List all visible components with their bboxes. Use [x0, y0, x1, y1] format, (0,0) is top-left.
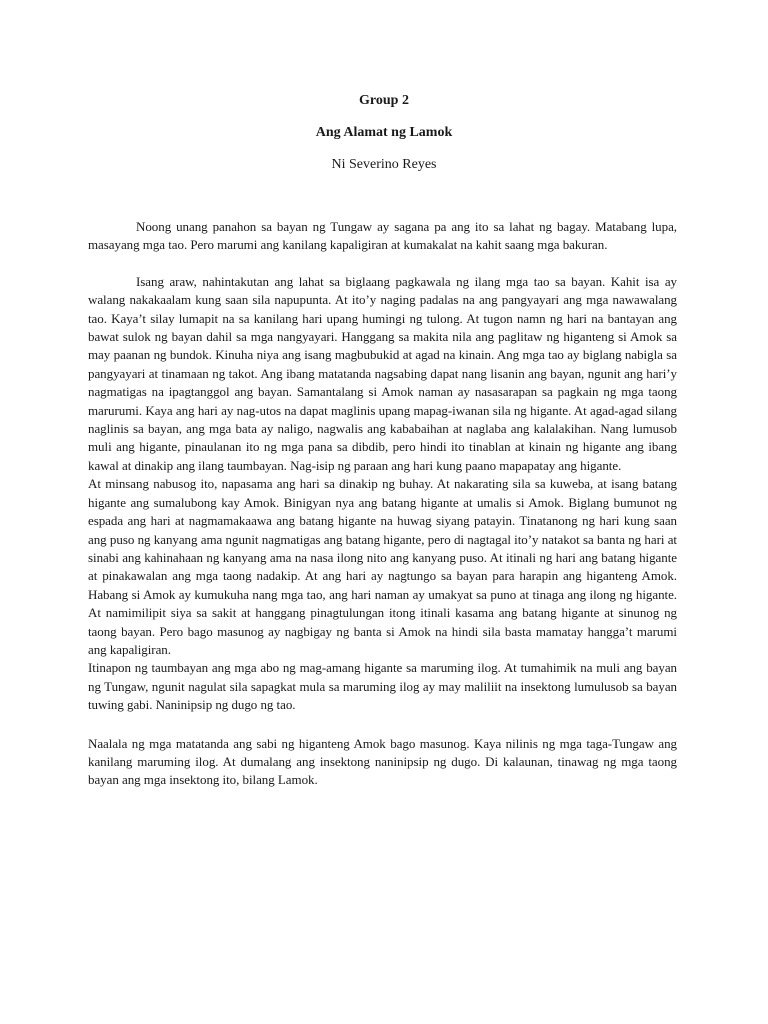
paragraph-5: Naalala ng mga matatanda ang sabi ng higanteng Amok bago masunog. Kaya nilinis ng mga taga-Tungaw ang kanilang maruming ilog. At dumalang ang insektong naninipsip ng dugo. Di kalaunan, tinawag ng mga taong bayan ang mga insektong ito, bilang Lamok. — [88, 735, 677, 788]
story-title: Ang Alamat ng Lamok — [315, 125, 453, 140]
story-body — [88, 218, 677, 790]
paragraph-3: At minsang nabusog ito, napasama ang hari sa dinakip ng buhay. At nakarating sila sa kuweba, at isang batang higante ang sumalubong kay Amok. Binigyan nya ang batang higante at umalis si Amok. Biglang bumunot ng espada ang hari at nagmamakaawa ang batang higante na huwag siyang patayin. Tinatanong ng hari kung saan ang puso ng kanyang ama ngunit nagmatigas ang batang higante, pero di nagtagal ito’y natakot sa banta ng hari at sinabi ang kahinahaan ng kanyang ama na nasa ilong nito ang kanyang puso. At itinali ng hari ang batang higante at pinakawalan ang mga taong nadakip. At ang hari ay nagtungo sa bayan para harapin ang higanteng Amok. Habang si Amok ay kumukuha nang mga tao, ang hari naman ay umakyat sa puno at tinaga ang ilong ng higante. At namimilipit siya sa sakit at hanggang pinagtulungan itong itinali kasama ang batang higante at sinunog ng taong bayan. Pero bago masunog ay nagbigay ng banta si Amok na hindi sila basta mamatay hangga’t marumi ang kapaligiran. — [88, 476, 677, 657]
group-label: Group 2 — [359, 93, 409, 108]
story-author: Ni Severino Reyes — [331, 157, 437, 172]
paragraph-2: Isang araw, nahintakutan ang lahat sa biglaang pagkawala ng ilang mga tao sa bayan. Kahit isa ay walang nakakaalam kung saan sila napupunta. At ito’y naging padalas na ang pangyayari ang mga nawawalang tao. Kaya’t silay lumapit na sa kanilang hari upang humingi ng tulong. At tugon namn ng hari na bantayan ang bawat sulok ng bayan dahil sa mga nangyayari. Hanggang sa makita nila ang paglitaw ng higanteng si Amok sa may paanan ng bundok. Kinuha niya ang isang magbubukid at agad na kinain. Ang mga tao ay biglang nabigla sa pangyayari at tinamaan ng takot. Ang ibang matatanda nagsabing dapat nang lisanin ang bayan, ngunit ang hari’y nagmatigas na ipagtanggol ang bayan. Samantalang si Amok naman ay nasasarapan sa pagkain ng mga taong marurumi. Kaya ang hari ay nag-utos na dapat maglinis upang mapag-iwanan sila ng higante. At agad-agad silang naglinis sa bayan, ang mga bata ay naligo, nagwalis ang kababaihan at naglaba ang kalalakihan. Nang lumusob muli ang higante, pinaulanan ito ng mga pana sa dibdib, pero hindi ito tinablan at kinain ng higante ang ibang kawal at dinakip ang ilang taumbayan. Nag-isip ng paraan ang hari kung paano mapapatay ang higante. — [88, 273, 677, 473]
paragraph-1: Noong unang panahon sa bayan ng Tungaw ay sagana pa ang ito sa lahat ng bagay. Matabang lupa, masayang mga tao. Pero marumi ang kanilang kapaligiran at kumakalat na kahit saang mga bakuran. — [88, 219, 677, 253]
paragraph-4: Itinapon ng taumbayan ang mga abo ng mag-amang higante sa maruming ilog. At tumahimik na muli ang bayan ng Tungaw, ngunit nagulat sila sapagkat mula sa maruming ilog ay may maliliit na insektong lumulusob sa bayan tuwing gabi. Naninipsip ng dugo ng tao. — [88, 660, 677, 713]
